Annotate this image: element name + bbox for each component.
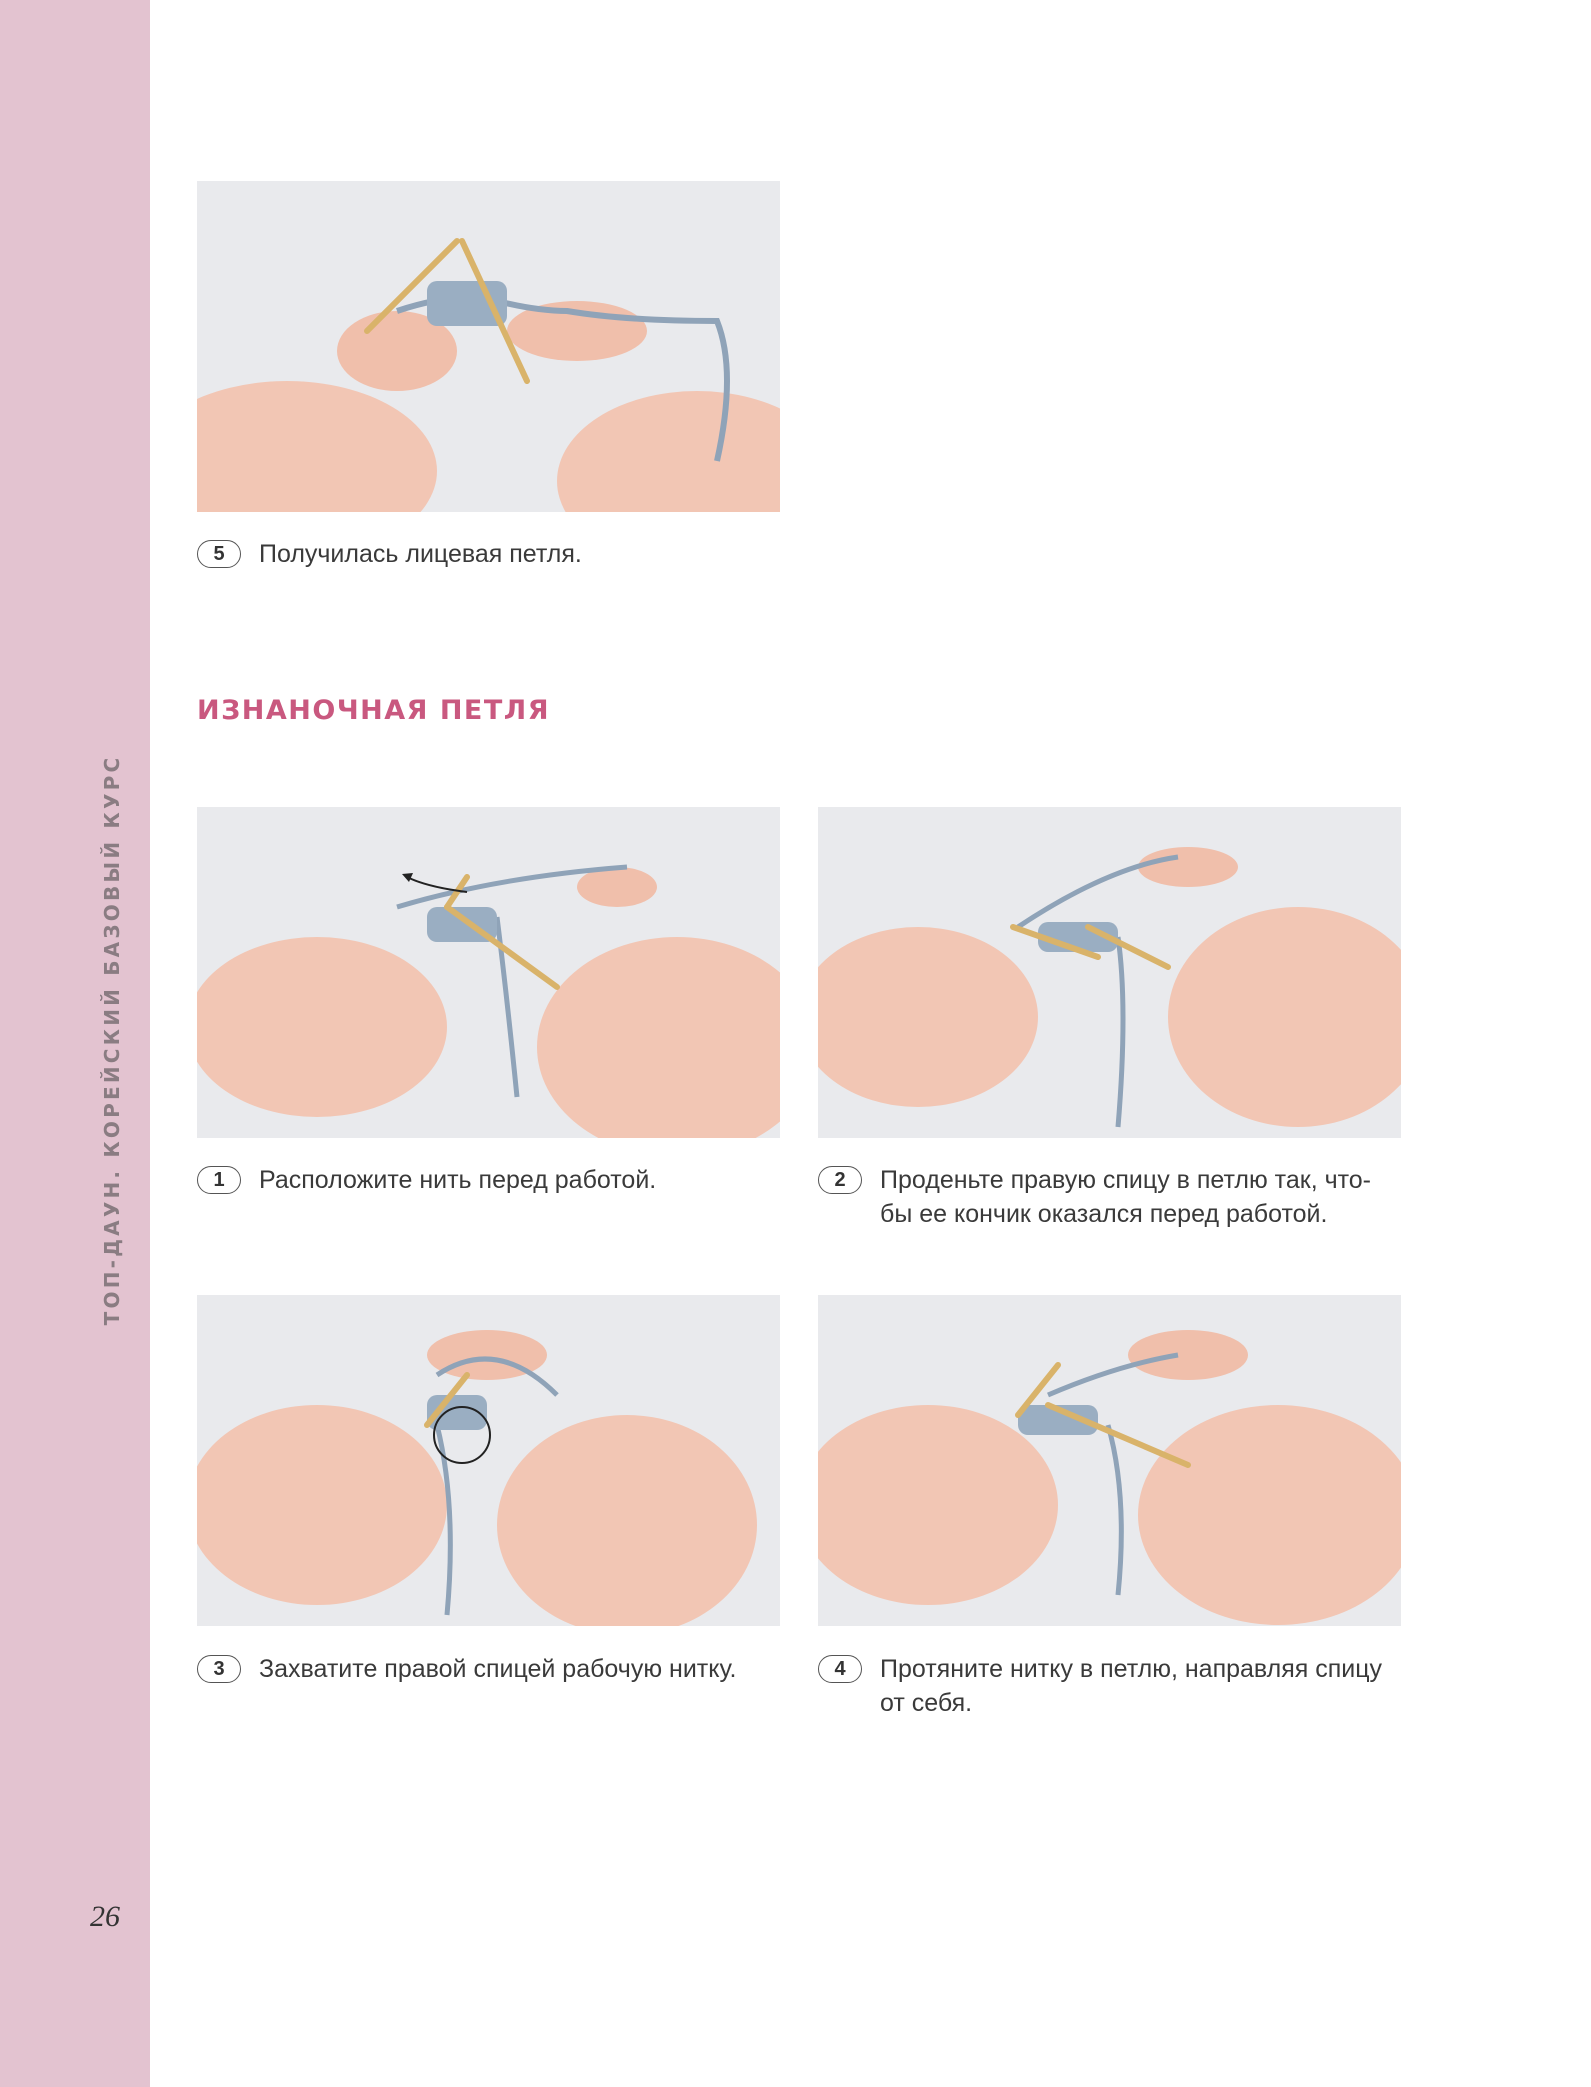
knitting-hands-illustration — [818, 1295, 1401, 1626]
knitting-hands-illustration — [197, 181, 780, 512]
photo-purl-step-4 — [818, 1295, 1401, 1626]
caption-purl-step-3 — [197, 1652, 787, 1686]
photo-purl-step-3 — [197, 1295, 780, 1626]
caption-purl-step-2 — [818, 1163, 1408, 1231]
section-title-purl-stitch: ИЗНАНОЧНАЯ ПЕТЛЯ — [197, 695, 550, 726]
sidebar — [0, 0, 150, 2087]
knitting-hands-illustration — [197, 807, 780, 1138]
step-number-badge: 3 — [197, 1655, 241, 1683]
step-caption: Получилась лицевая петля. — [259, 540, 582, 568]
step-caption: Захватите правой спицей рабочую нитку. — [259, 1655, 737, 1683]
step-caption: Протяните нитку в петлю, направляя спицу от себя. — [880, 1655, 1383, 1717]
knitting-hands-illustration — [197, 1295, 780, 1626]
caption-purl-step-4 — [818, 1652, 1408, 1720]
step-number-badge: 4 — [818, 1655, 862, 1683]
step-caption: Расположите нить перед работой. — [259, 1166, 657, 1194]
caption-purl-step-1 — [197, 1163, 787, 1197]
step-number-badge: 1 — [197, 1166, 241, 1194]
running-title: ТОП-ДАУН. КОРЕЙСКИЙ БАЗОВЫЙ КУРС — [100, 754, 124, 1326]
photo-knit-step-5 — [197, 181, 780, 512]
step-caption: Проденьте правую спицу в петлю так, что- бы ее кончик оказался перед работой. — [880, 1166, 1372, 1228]
step-number-badge: 2 — [818, 1166, 862, 1194]
caption-knit-step-5 — [197, 537, 787, 571]
knitting-hands-illustration — [818, 807, 1401, 1138]
page-number: 26 — [90, 1900, 120, 1933]
photo-purl-step-1 — [197, 807, 780, 1138]
step-number-badge: 5 — [197, 540, 241, 568]
photo-purl-step-2 — [818, 807, 1401, 1138]
